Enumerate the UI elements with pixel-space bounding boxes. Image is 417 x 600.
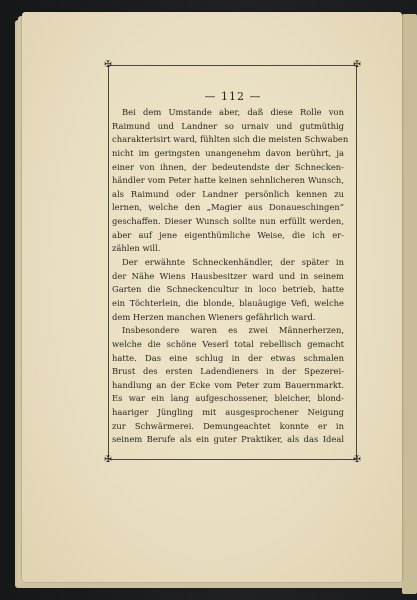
corner-ornament-icon: ✠ [104,455,112,465]
text-line: seinem Berufe als ein guter Praktiker, als das Ideal [112,434,344,445]
page-number: — 112 — [204,90,262,103]
page-text-block [112,88,349,447]
text-line: einer von ihnen, der bedeutendste der Schnecken- [112,161,344,172]
text-line: aber auf jene eigenthümliche Weise, die ich er- [112,229,344,240]
text-line: Garten die Schneckencultur in loco betrieb, hatte [112,284,344,295]
corner-ornament-icon: ✠ [353,455,361,465]
text-line: Bei dem Umstande aber, daß diese Rolle von [122,107,344,117]
text-line: welche die schöne Veserl total rebellisch gemacht [112,338,344,349]
text-line: Der erwähnte Schneckenhändler, der später in [122,257,344,268]
text-line: Insbesondere waren es zwei Männerherzen, [122,325,344,336]
text-line: zur Schwärmerei. Demungeachtet konnte er in [112,420,344,431]
corner-ornament-icon: ✠ [353,60,361,70]
text-line: handlung an der Ecke vom Peter zum Bauernmarkt. [112,379,344,390]
text-line: hatte. Das eine schlug in der etwas schmalen [112,352,344,363]
text-line: der Nähe Wiens Hausbesitzer ward und in seinem [112,270,344,281]
text-line: händler vom Peter hatte keinen sehnlicheren Wunsch, [112,175,344,186]
text-line: haariger Jüngling mit ausgesprochener Neigung [112,407,344,418]
text-line: lernen, welche den „Magier aus Donaueschingen“ [112,202,344,213]
text-line: als Raimund oder Landner persönlich kennen zu [112,188,344,199]
text-line: Raimund und Landner so urnaiv und gutmüthig [112,120,344,131]
text-line: charakterisirt ward, fühlten sich die meisten Schwaben [112,134,349,145]
text-line: dem Herzen manchen Wieners gefährlich ward. [112,311,316,322]
text-lines [112,106,349,447]
corner-ornament-icon: ✠ [104,60,112,70]
next-page-edge [402,14,417,594]
text-line: Es war ein lang aufgeschossener, bleicher, blond- [112,393,344,404]
text-line: geschaffen. Dieser Wunsch sollte nun erfüllt werden, [112,216,344,227]
text-line: ein Töchterlein, die blonde, blauäugige Vefi, welche [112,297,344,308]
text-line: nicht im geringsten unangenehm davon berührt, ja [112,147,344,158]
text-line: Brust des ersten Ladendieners in der Spezerei- [112,366,344,377]
text-line: zählen will. [112,243,161,254]
